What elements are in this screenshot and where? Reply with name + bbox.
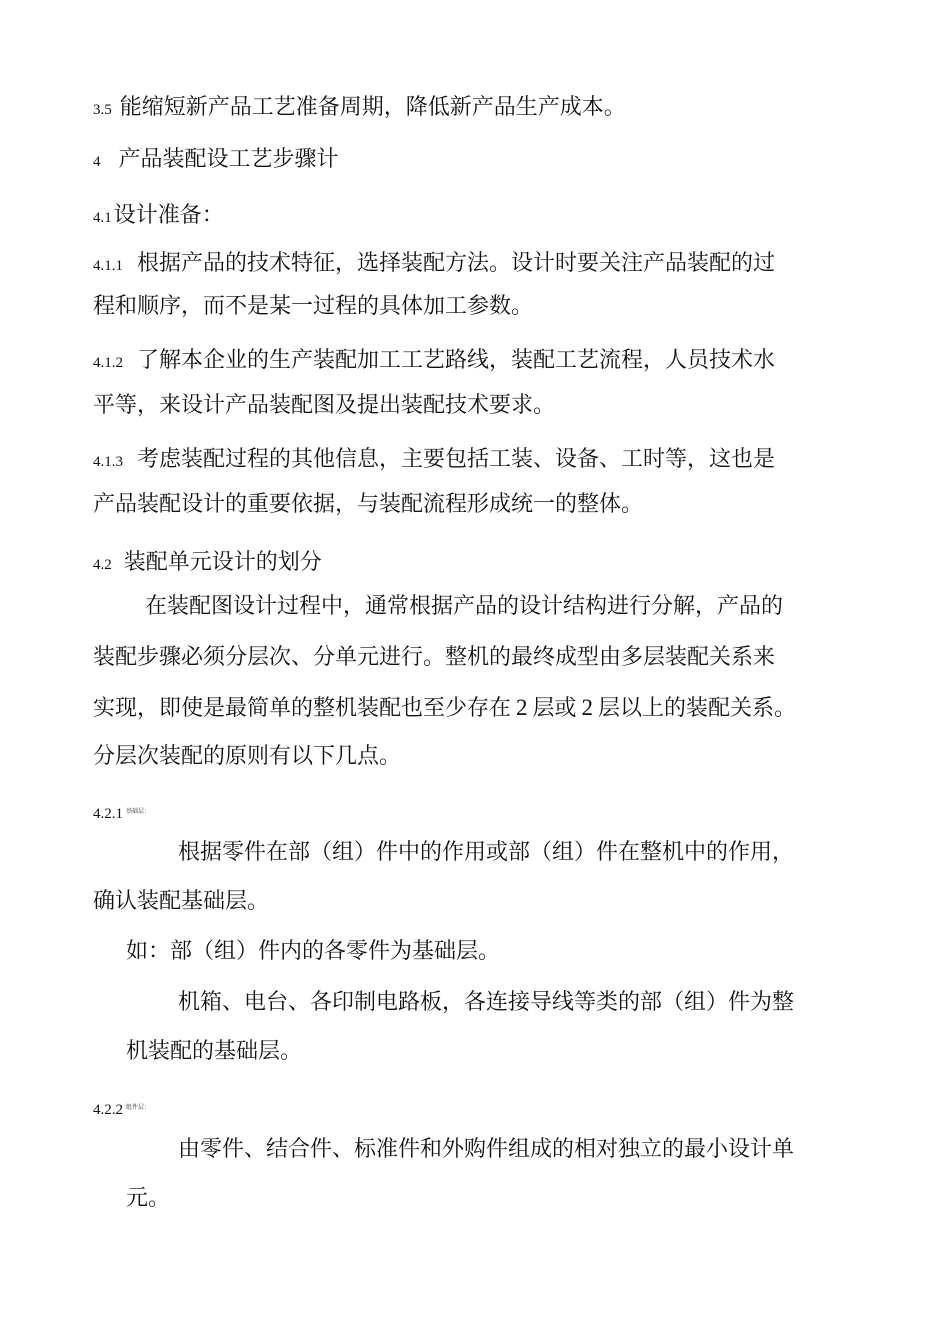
paragraph-text: 了解本企业的生产装配加工工艺路线，装配工艺流程，人员技术水 xyxy=(137,348,776,373)
section-4-1-1-line-1 xyxy=(93,249,775,281)
paragraph-4-2-line-3 xyxy=(93,693,796,724)
section-number: 4.1.1 xyxy=(93,258,123,274)
paragraph-text: 实现，即使是最简单的整机装配也至少存在 xyxy=(93,696,512,721)
section-4-2-1-line-2: 确认装配基础层。 xyxy=(93,889,270,914)
section-4-1-3-line-1 xyxy=(93,445,775,477)
section-number: 4.1.3 xyxy=(93,454,123,470)
section-number: 4 xyxy=(93,154,101,170)
paragraph-4-2-line-2: 装配步骤必须分层次、分单元进行。整机的最终成型由多层装配关系来 xyxy=(93,645,776,670)
section-4-2-1-example: 如：部（组）件内的各零件为基础层。 xyxy=(126,939,501,964)
paragraph-text: 考虑装配过程的其他信息，主要包括工装、设备、工时等，这也是 xyxy=(137,447,776,472)
section-4-1-1-line-2: 程和顺序，而不是某一过程的具体加工参数。 xyxy=(93,294,534,319)
section-number: 4.2 xyxy=(93,557,112,573)
section-text: 装配单元设计的划分 xyxy=(123,550,322,575)
section-number: 4.2.2 xyxy=(93,1102,123,1118)
section-4-1-3-line-2: 产品装配设计的重要依据，与装配流程形成统一的整体。 xyxy=(93,492,644,517)
section-text: 设计准备： xyxy=(113,203,224,228)
section-4-2-1-line-1: 根据零件在部（组）件中的作用或部（组）件在整机中的作用， xyxy=(178,840,795,865)
section-4-2-2-heading xyxy=(93,1093,150,1125)
section-4-2-heading xyxy=(93,548,322,580)
section-3-5 xyxy=(93,93,626,125)
section-number: 4.1.2 xyxy=(93,355,123,371)
section-4-2-1-line-4: 机装配的基础层。 xyxy=(126,1039,303,1064)
section-text: 产品装配设工艺步骤计 xyxy=(118,147,339,172)
section-number: 4.2.1 xyxy=(93,806,123,822)
section-4-heading xyxy=(93,145,339,177)
section-number: 3.5 xyxy=(93,102,112,118)
paragraph-4-2-line-4: 分层次装配的原则有以下几点。 xyxy=(93,744,402,769)
section-4-1-heading xyxy=(93,201,224,233)
section-4-2-1-line-3: 机箱、电台、各印制电路板，各连接导线等类的部（组）件为整 xyxy=(178,990,795,1015)
section-label-small: 组件层： xyxy=(126,1104,151,1111)
section-text: 能缩短新产品工艺准备周期，降低新产品生产成本。 xyxy=(119,95,626,120)
section-4-1-2-line-2: 平等，来设计产品装配图及提出装配技术要求。 xyxy=(93,393,556,418)
section-4-2-2-line-2: 元。 xyxy=(126,1186,171,1211)
section-4-2-2-line-1: 由零件、结合件、标准件和外购件组成的相对独立的最小设计单 xyxy=(178,1137,795,1162)
paragraph-4-2-line-1: 在装配图设计过程中，通常根据产品的设计结构进行分解，产品的 xyxy=(145,594,784,619)
section-label-small: 基础层： xyxy=(126,808,151,815)
section-4-2-1-heading xyxy=(93,797,150,829)
paragraph-text: 层以上的装配关系。 xyxy=(598,696,797,721)
paragraph-text: 层或 xyxy=(532,696,577,721)
number-value: 2 xyxy=(581,695,594,720)
paragraph-text: 根据产品的技术特征，选择装配方法。设计时要关注产品装配的过 xyxy=(137,251,776,276)
section-number: 4.1 xyxy=(93,210,112,226)
section-4-1-2-line-1 xyxy=(93,346,775,378)
number-value: 2 xyxy=(516,695,528,720)
